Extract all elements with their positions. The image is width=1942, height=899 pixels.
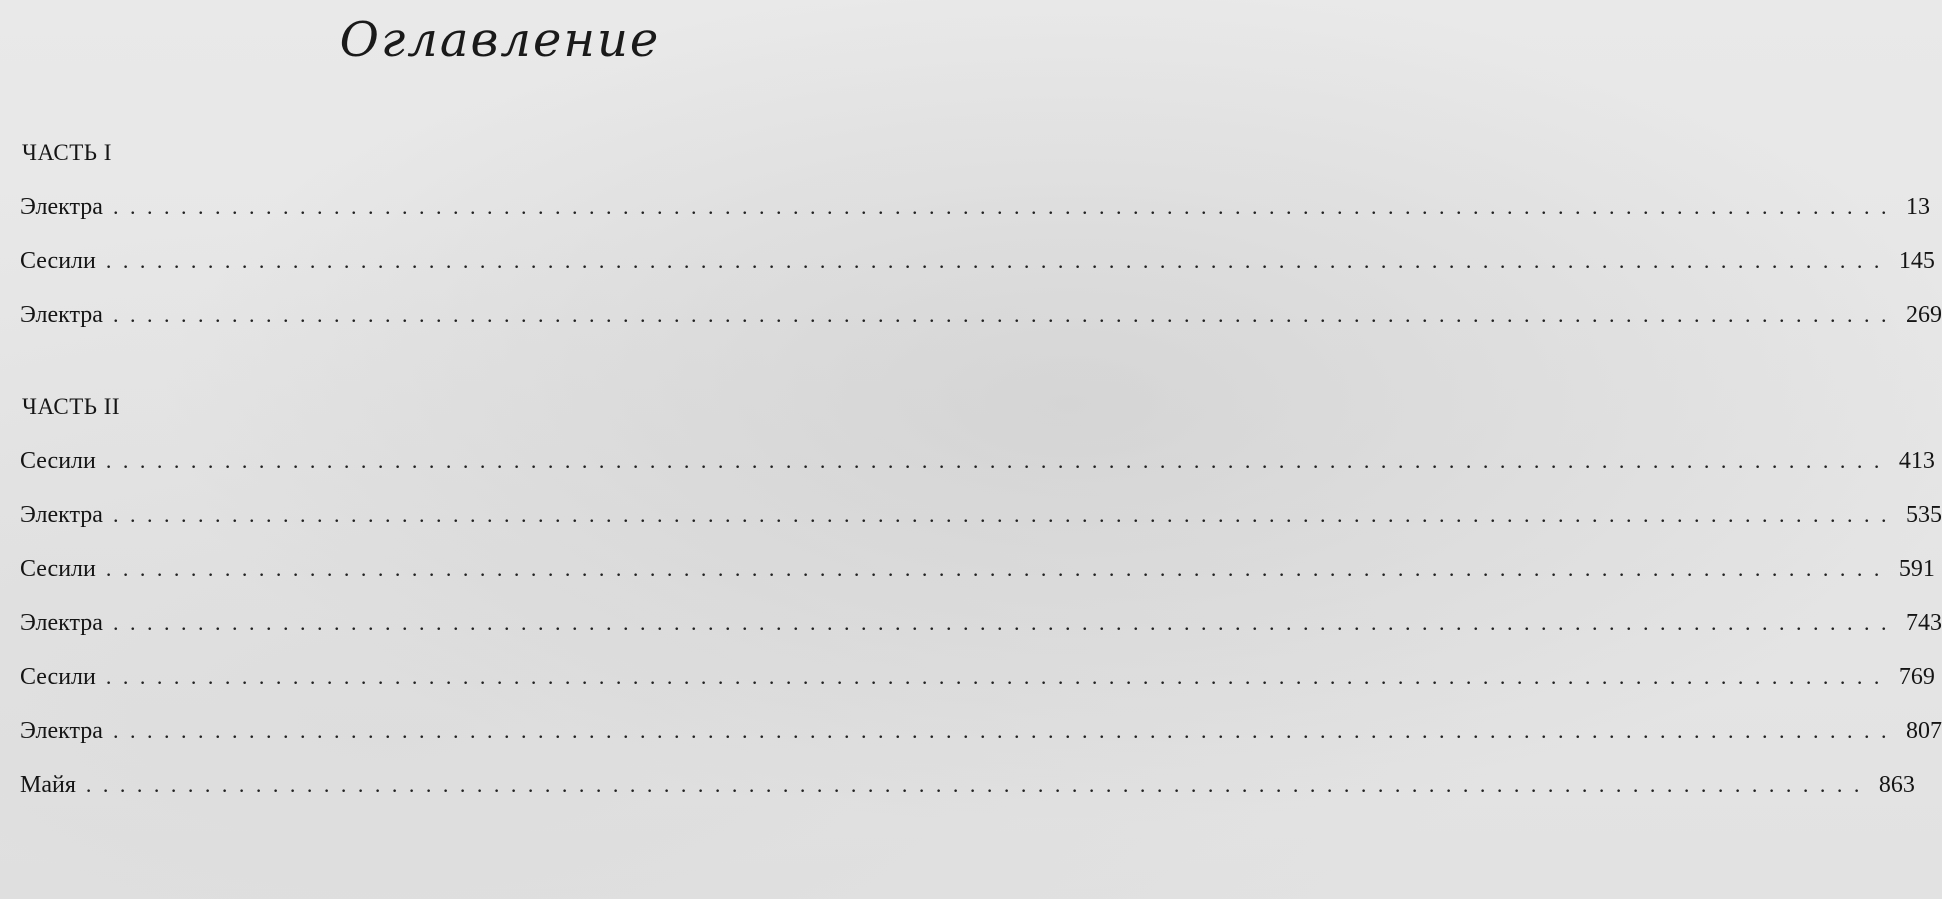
toc-entry[interactable] xyxy=(20,772,1915,804)
toc-entry-title: Электра xyxy=(20,194,103,220)
dot-leader: ......................................................................................................... xyxy=(105,248,1891,273)
toc-entry-page: 13 xyxy=(1905,194,1930,220)
dot-leader: ......................................................................................................... xyxy=(105,448,1891,473)
dot-leader: ......................................................................................................... xyxy=(112,718,1898,743)
toc-entry[interactable] xyxy=(20,610,1942,642)
dot-leader: ......................................................................................................... xyxy=(112,194,1898,219)
toc-entry-title: Сесили xyxy=(20,556,96,582)
dot-leader: ......................................................................................................... xyxy=(112,610,1898,635)
toc-entry[interactable] xyxy=(20,664,1935,696)
toc-entry-page: 769 xyxy=(1898,664,1935,690)
toc-entry-title: Сесили xyxy=(20,448,96,474)
dot-leader: ......................................................................................................... xyxy=(105,664,1891,689)
toc-entry-page: 743 xyxy=(1905,610,1942,636)
page-title: Оглавление xyxy=(339,12,661,68)
dot-leader: ......................................................................................................... xyxy=(85,772,1871,797)
toc-entry-title: Электра xyxy=(20,502,103,528)
part-heading-1: ЧАСТЬ I xyxy=(22,140,112,165)
toc-entry-page: 145 xyxy=(1898,248,1935,274)
toc-entry-title: Электра xyxy=(20,302,103,328)
toc-entry[interactable] xyxy=(20,556,1935,588)
toc-entry-page: 269 xyxy=(1905,302,1942,328)
toc-entry-title: Электра xyxy=(20,610,103,636)
dot-leader: ......................................................................................................... xyxy=(105,556,1891,581)
toc-entry-page: 413 xyxy=(1898,448,1935,474)
toc-entry[interactable] xyxy=(20,502,1942,534)
toc-entry-title: Электра xyxy=(20,718,103,744)
part-heading-2: ЧАСТЬ II xyxy=(22,394,121,419)
toc-entry-title: Майя xyxy=(20,772,76,798)
toc-entry-title: Сесили xyxy=(20,248,96,274)
toc-entry[interactable] xyxy=(20,718,1942,750)
toc-entry-page: 863 xyxy=(1878,772,1915,798)
toc-entry-page: 535 xyxy=(1905,502,1942,528)
dot-leader: ......................................................................................................... xyxy=(112,502,1898,527)
toc-entry-page: 591 xyxy=(1898,556,1935,582)
toc-entry-page: 807 xyxy=(1905,718,1942,744)
dot-leader: ......................................................................................................... xyxy=(112,302,1898,327)
toc-entry-title: Сесили xyxy=(20,664,96,690)
toc-entry[interactable] xyxy=(20,302,1942,334)
toc-entry[interactable] xyxy=(20,448,1935,480)
toc-entry[interactable] xyxy=(20,194,1930,226)
toc-entry[interactable] xyxy=(20,248,1935,280)
